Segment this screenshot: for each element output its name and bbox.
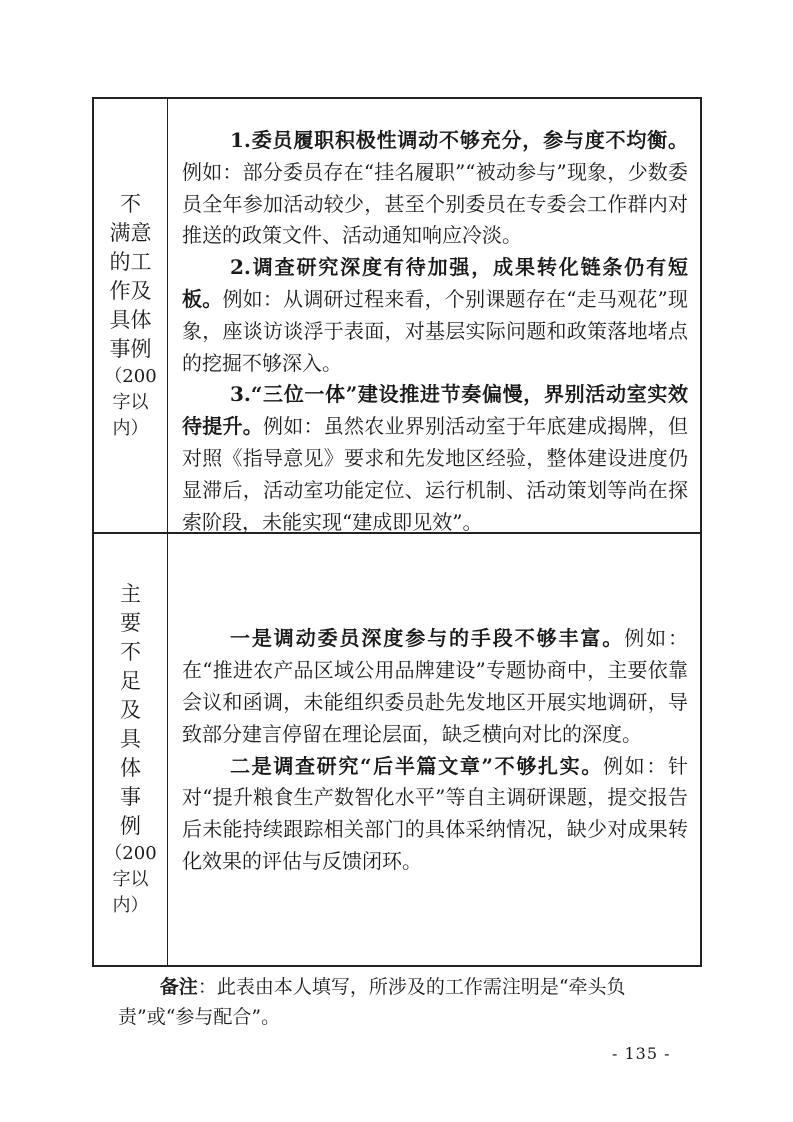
label-line: 的工 [109, 249, 152, 274]
footnote [118, 972, 698, 1032]
footnote-text: ：此表由本人填写，所涉及的工作需注明是“牵头负责”或“参与配合”。 [118, 976, 626, 1028]
item-heading: 二是调查研究“后半篇文章”不够扎实。 [230, 753, 603, 778]
label-line: 满意 [109, 220, 152, 245]
label-line: 事例 [109, 336, 152, 361]
label-line: 足 [120, 669, 141, 693]
item-paragraph [182, 125, 688, 252]
main-shortcomings-content [170, 534, 698, 965]
word-limit-note: 字以 [112, 869, 149, 890]
page-number: - 135 - [612, 1044, 671, 1063]
label-line: 例 [120, 814, 141, 838]
label-line: 不 [120, 640, 141, 664]
item-heading: 一是调动委员深度参与的手段不够丰富。 [230, 626, 625, 651]
evaluation-table [92, 97, 702, 967]
item-body: 例如：针对“提升粮食生产数智化水平”等自主调研课题，提交报告后未能持续跟踪相关部门的具体采纳情况，缺少对成果转化效果的评估与反馈闭环。 [182, 753, 688, 873]
item-paragraph [182, 751, 688, 878]
item-body: 例如：部分委员存在“挂名履职”“被动参与”现象，少数委员全年参加活动较少，甚至个别委员在专委会工作群内对推送的政策文件、活动通知响应冷淡。 [182, 159, 688, 248]
label-line: 作及 [109, 278, 152, 303]
unsatisfied-work-content [170, 99, 698, 532]
item-heading: 2.调查研究深度有待加强，成果转化链条仍有短板。 [182, 255, 688, 311]
item-body: 例如：虽然农业界别活动室于年底建成揭牌，但对照《指导意见》要求和先发地区经验，整体建设进度仍显滞后，活动室功能定位、运行机制、活动策划等尚在探索阶段，未能实现“建成即见效”。 [182, 414, 688, 534]
word-limit-note: （200 [104, 365, 157, 387]
label-line: 具 [120, 727, 141, 751]
item-body: 例如：从调研过程来看，个别课题存在“走马观花”现象，座谈访谈浮于表面，对基层实际问题和政策落地堵点的挖掘不够深入。 [182, 286, 689, 375]
main-shortcomings-row [94, 534, 700, 965]
word-limit-note: 内） [112, 417, 149, 439]
item-paragraph [182, 379, 688, 538]
main-shortcomings-label [94, 534, 168, 965]
word-limit-note: 内） [112, 895, 149, 916]
word-limit-note: （200 [104, 843, 157, 864]
item-heading: 3.“三位一体”建设推进节奏偏慢，界别活动室实效待提升。 [182, 382, 688, 439]
unsatisfied-work-row [94, 99, 700, 534]
label-line: 主 [120, 582, 141, 606]
label-line: 体 [120, 756, 141, 780]
label-line: 具体 [109, 307, 152, 332]
unsatisfied-work-label [94, 99, 168, 532]
item-heading: 1.委员履职积极性调动不够充分，参与度不均衡。 [230, 128, 688, 152]
label-line: 及 [120, 698, 141, 722]
item-body: 例如：在“推进农产品区域公用品牌建设”专题协商中，主要依靠会议和函调，未能组织委员赴先发地区开展实地调研，导致部分建言停留在理论层面，缺乏横向对比的深度。 [182, 626, 689, 746]
label-line: 不 [120, 191, 141, 216]
word-limit-note: 字以 [112, 391, 149, 413]
item-paragraph [182, 623, 688, 750]
label-line: 事 [120, 785, 141, 809]
label-line: 要 [120, 611, 141, 635]
item-paragraph [182, 252, 688, 379]
footnote-label: 备注 [159, 976, 198, 998]
